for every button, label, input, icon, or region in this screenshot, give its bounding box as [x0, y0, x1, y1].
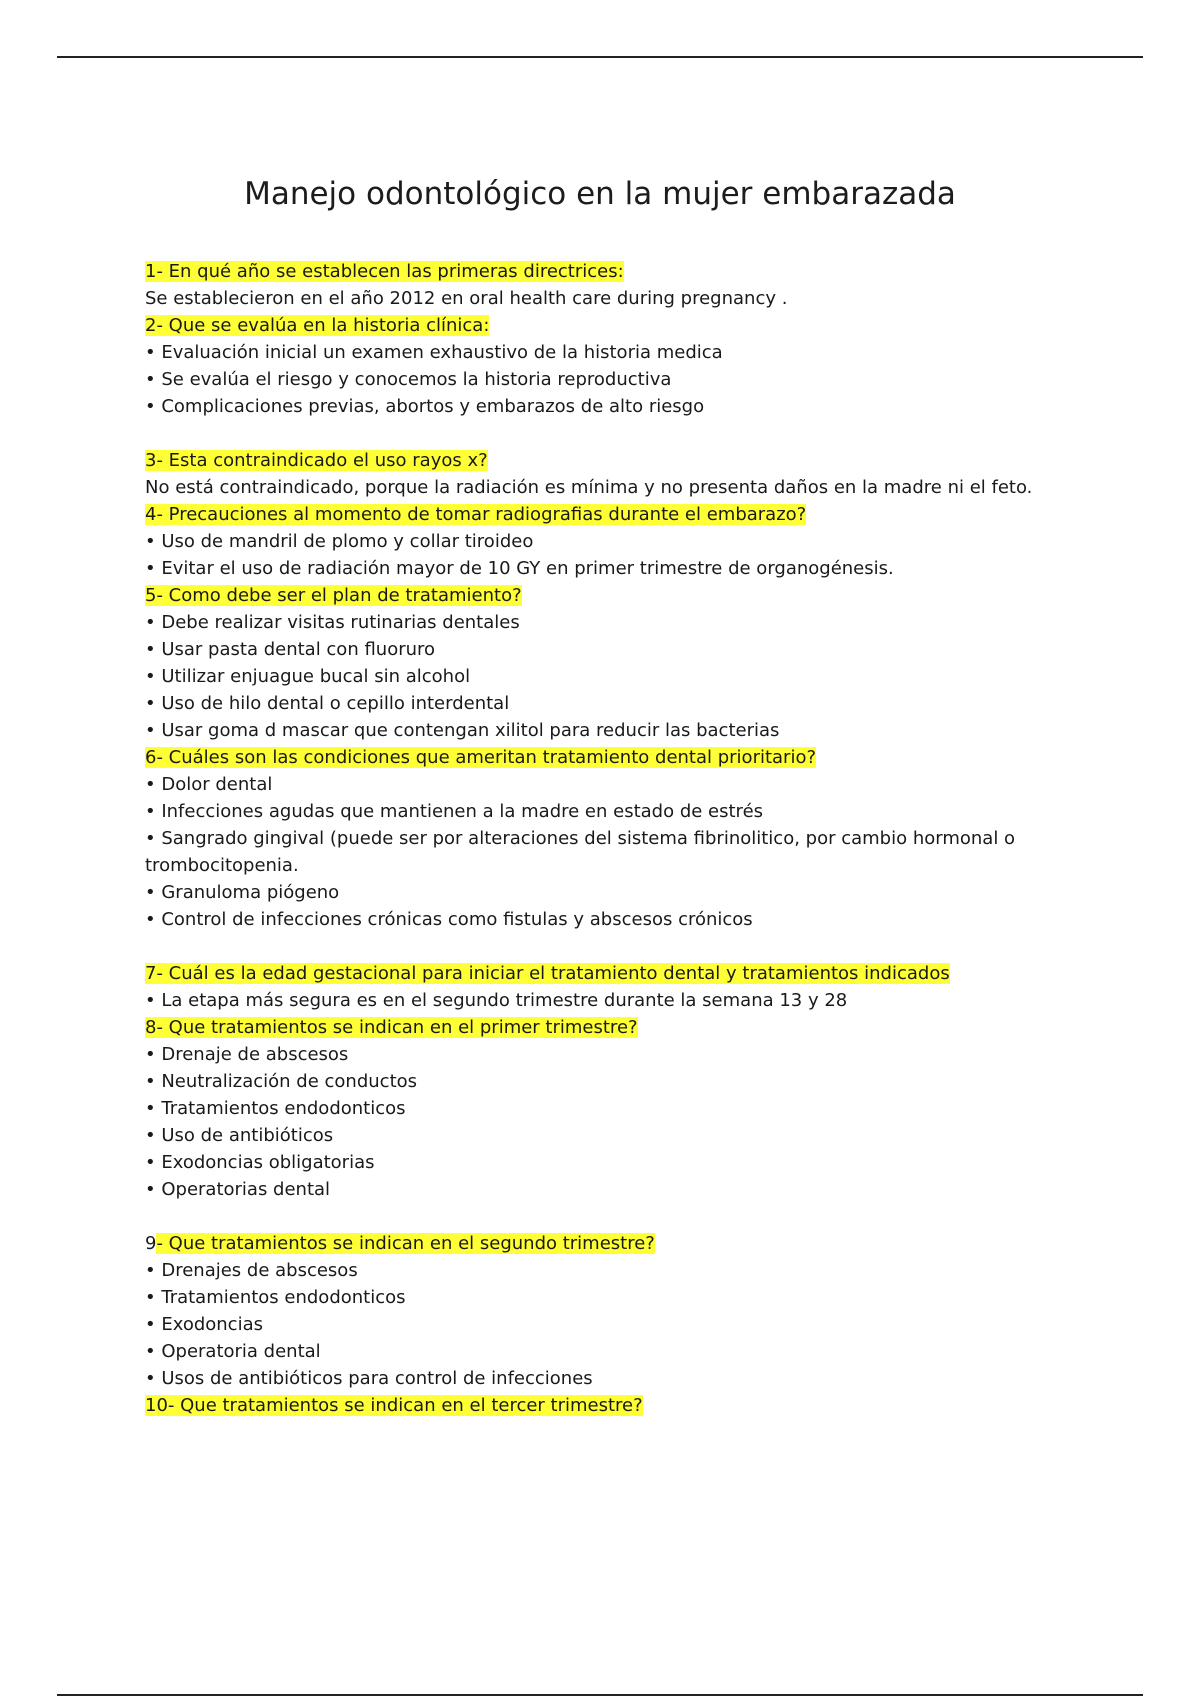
list-item: • Drenaje de abscesos [145, 1041, 1145, 1068]
question-1: 1- En qué año se establecen las primeras directrices: [145, 261, 624, 282]
answer-3: No está contraindicado, porque la radiación es mínima y no presenta daños en la madre ni el feto. [145, 477, 1033, 498]
list-item: • Exodoncias obligatorias [145, 1149, 1145, 1176]
list-item: • Exodoncias [145, 1311, 1145, 1338]
list-item: • Operatoria dental [145, 1338, 1145, 1365]
bottom-rule [57, 1694, 1143, 1696]
list-item: • La etapa más segura es en el segundo trimestre durante la semana 13 y 28 [145, 987, 1145, 1014]
question-6: 6- Cuáles son las condiciones que ameritan tratamiento dental prioritario? [145, 747, 817, 768]
question-7: 7- Cuál es la edad gestacional para iniciar el tratamiento dental y tratamientos indicados [145, 963, 950, 984]
list-item: • Infecciones agudas que mantienen a la madre en estado de estrés [145, 798, 1145, 825]
list-item: • Granuloma piógeno [145, 879, 1145, 906]
list-item: • Usos de antibióticos para control de infecciones [145, 1365, 1145, 1392]
question-8: 8- Que tratamientos se indican en el primer trimestre? [145, 1017, 638, 1038]
top-rule [57, 56, 1143, 58]
list-item: • Uso de mandril de plomo y collar tiroideo [145, 528, 1145, 555]
list-item: • Usar pasta dental con fluoruro [145, 636, 1145, 663]
list-item: • Operatorias dental [145, 1176, 1145, 1203]
question-9-number: 9 [145, 1233, 157, 1254]
list-item: • Drenajes de abscesos [145, 1257, 1145, 1284]
question-2: 2- Que se evalúa en la historia clínica: [145, 315, 490, 336]
list-item: • Tratamientos endodonticos [145, 1284, 1145, 1311]
question-5: 5- Como debe ser el plan de tratamiento? [145, 585, 522, 606]
list-item: • Neutralización de conductos [145, 1068, 1145, 1095]
question-4: 4- Precauciones al momento de tomar radiografias durante el embarazo? [145, 504, 807, 525]
list-item: • Se evalúa el riesgo y conocemos la historia reproductiva [145, 366, 1145, 393]
document-title: Manejo odontológico en la mujer embarazada [244, 176, 956, 212]
list-item: • Evaluación inicial un examen exhaustivo de la historia medica [145, 339, 1145, 366]
list-item: • Sangrado gingival (puede ser por alteraciones del sistema fibrinolitico, por cambio hormonal o trombocitopenia. [145, 825, 1145, 879]
list-item: • Debe realizar visitas rutinarias dentales [145, 609, 1145, 636]
question-10: 10- Que tratamientos se indican en el tercer trimestre? [145, 1395, 643, 1416]
question-9: 9- Que tratamientos se indican en el segundo trimestre? [145, 1233, 655, 1254]
list-item: • Uso de antibióticos [145, 1122, 1145, 1149]
list-item: • Tratamientos endodonticos [145, 1095, 1145, 1122]
list-item: • Usar goma d mascar que contengan xilitol para reducir las bacterias [145, 717, 1145, 744]
document-body [145, 258, 1145, 1419]
list-item: • Uso de hilo dental o cepillo interdental [145, 690, 1145, 717]
list-item: • Dolor dental [145, 771, 1145, 798]
question-3: 3- Esta contraindicado el uso rayos x? [145, 450, 488, 471]
list-item: • Complicaciones previas, abortos y embarazos de alto riesgo [145, 393, 1145, 420]
list-item: • Utilizar enjuague bucal sin alcohol [145, 663, 1145, 690]
answer-1: Se establecieron en el año 2012 en oral health care during pregnancy . [145, 288, 788, 309]
list-item: • Evitar el uso de radiación mayor de 10 GY en primer trimestre de organogénesis. [145, 555, 1145, 582]
list-item: • Control de infecciones crónicas como fistulas y abscesos crónicos [145, 906, 1145, 933]
